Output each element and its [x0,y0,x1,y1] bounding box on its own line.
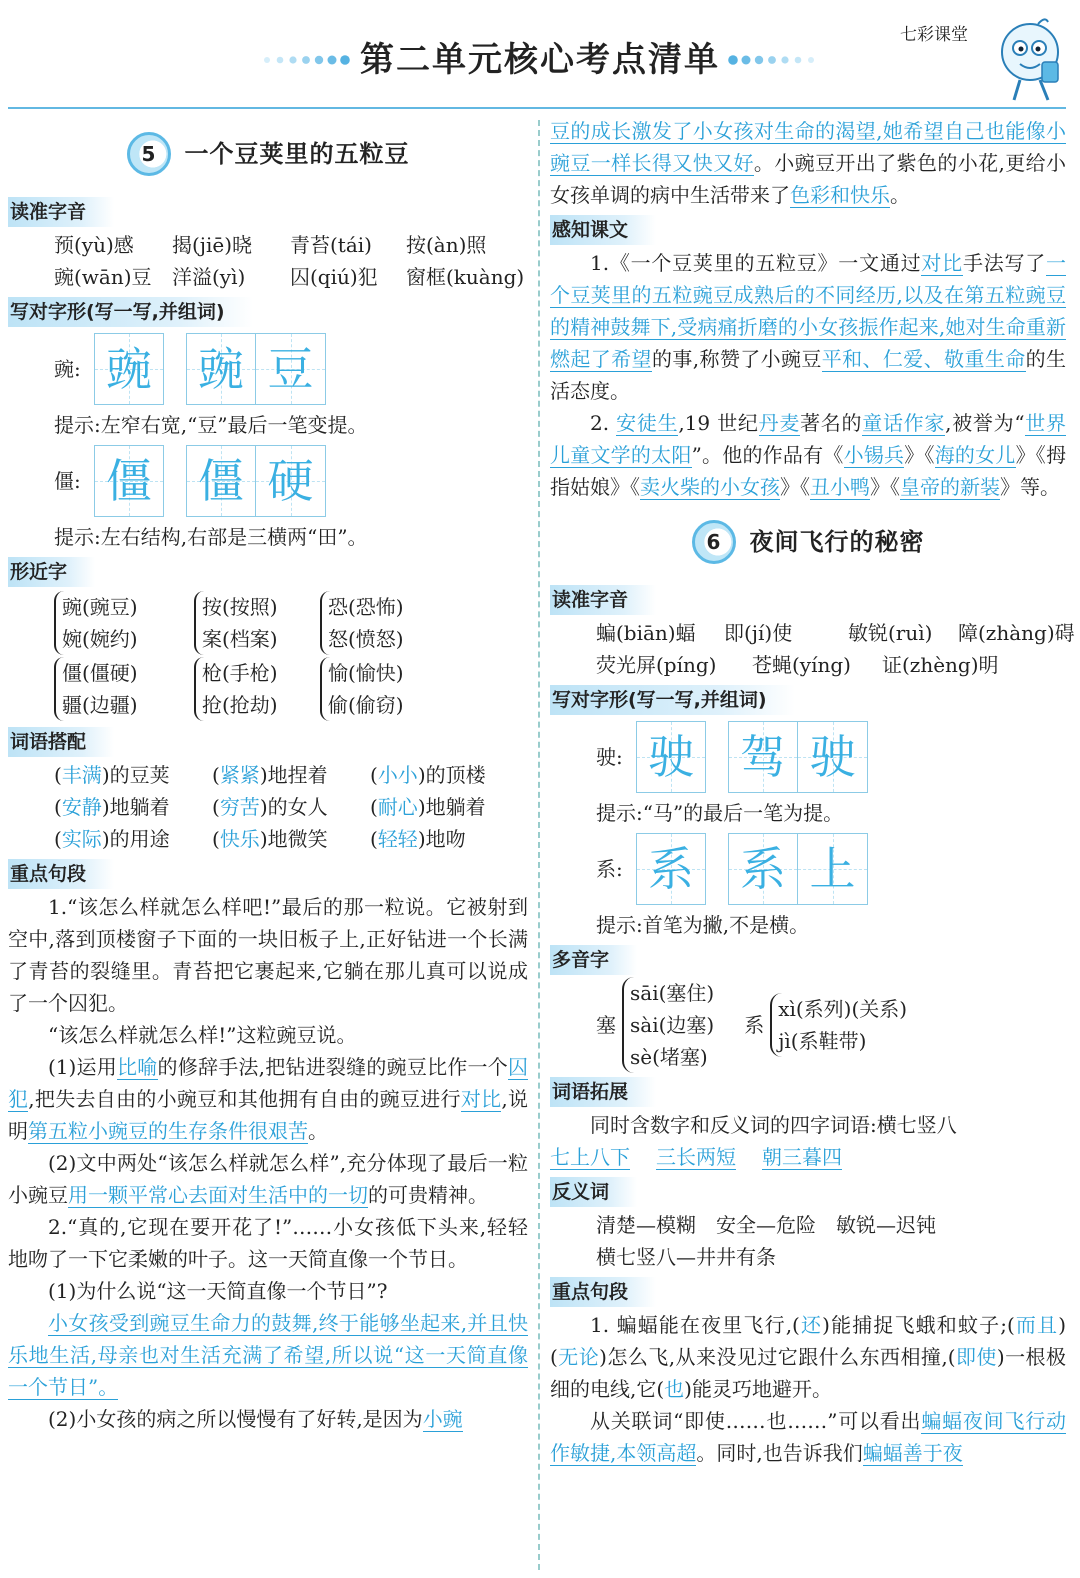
section-similar: 形近字 [8,557,95,587]
char-cell: 硬 [256,445,326,517]
lesson-5-heading [8,115,528,193]
key-analysis: (1)运用比喻的修辞手法,把钻进裂缝的豌豆比作一个囚犯,把失去自由的小豌豆和其他拥有自由的豌豆进行对比,说明第五粒小豌豆的生存条件很艰苦。 [8,1055,529,1143]
key-paragraph: “该怎么样就怎么样!”这粒豌豆说。 [48,1023,357,1047]
header-rule [8,107,1066,109]
continued-answer: 豆的成长激发了小女孩对生命的渴望,她希望自己也能像小豌豆一样长得又快又好。小豌豆开出了紫色的小花,更给小女孩单调的病中生活带来了色彩和快乐。 [550,119,1067,207]
char-cell: 驶 [636,721,706,793]
page-title: 第二单元核心考点清单 [360,40,720,80]
expand-words: 七上八下 三长两短 朝三暮四 [550,1145,842,1169]
section-write: 写对字形(写一写,并组词) [550,685,795,715]
read-row-2: 荧光屏(píng) 苍蝇(yíng) 证(zhèng)明 [596,653,999,677]
char-cell: 上 [798,833,868,905]
section-polyphone: 多音字 [550,945,637,975]
char-cell: 系 [636,833,706,905]
decor-dots-right [728,55,818,65]
antonym-row: 清楚—模糊 安全—危险 敏锐—迟钝 [596,1213,936,1237]
char-cell: 僵 [94,445,164,517]
similar-group: 豌(豌豆) 婉(婉约) 按(按照) 案(档案) 恐(恐怖) 怒(愤怒) [8,591,528,655]
write-grid-row: 僵: 僵 僵 硬 [8,445,528,517]
write-tip: 提示:首笔为撇,不是横。 [596,913,810,937]
column-divider [538,120,540,1570]
feel-paragraph: 1.《一个豆荚里的五粒豆》一文通过对比手法写了一个豆荚里的五粒豌豆成熟后的不同经历,以及在第五粒豌豆的精神鼓舞下,受病痛折磨的小女孩振作起来,她对生命重新燃起了希望的事,称赞了小豌豆平和、仁爱、敬重生命的生活态度。 [550,251,1067,403]
write-grid-row: 系: 系 系 上 [550,833,1066,905]
write-tip: 提示:“马”的最后一笔为提。 [596,801,844,825]
right-column [550,115,1075,1469]
similar-group: 僵(僵硬) 疆(边疆) 枪(手枪) 抢(抢劫) 愉(愉快) 偷(偷窃) [8,657,528,721]
left-column [8,115,528,1435]
section-read: 读准字音 [550,585,656,615]
antonym-row: 横七竖八—井井有条 [596,1245,776,1269]
char-cell: 豌 [186,333,256,405]
phrase-row: (安静)地躺着 (穷苦)的女人 (耐心)地躺着 [54,795,486,819]
lesson-title: 夜间飞行的秘密 [749,527,925,556]
feel-paragraph: 2. 安徒生,19 世纪丹麦著名的童话作家,被誉为“世界儿童文学的太阳”。他的作品有《小锡兵》《海的女儿》《拇指姑娘》《卖火柴的小女孩》《丑小鸭》《皇帝的新装》等。 [550,411,1067,499]
write-tip: 提示:左窄右宽,“豆”最后一笔变提。 [54,413,368,437]
section-expand: 词语拓展 [550,1077,656,1107]
section-antonym: 反义词 [550,1177,637,1207]
section-key: 重点句段 [8,859,114,889]
write-tip: 提示:左右结构,右部是三横两“田”。 [54,525,368,549]
phrase-row: (实际)的用途 (快乐)地微笑 (轻轻)地吻 [54,827,466,851]
lesson-6-heading [550,503,1066,581]
key-analysis: (2)小女孩的病之所以慢慢有了好转,是因为小豌 [48,1407,463,1431]
char-cell: 驾 [728,721,798,793]
section-read: 读准字音 [8,197,114,227]
expand-text: 同时含数字和反义词的四字词语:横七竖八 [590,1113,957,1137]
write-grid-row: 豌: 豌 豌 豆 [8,333,528,405]
page-header [0,0,1080,110]
section-key: 重点句段 [550,1277,656,1307]
write-grid-row: 驶: 驶 驾 驶 [550,721,1066,793]
read-row-1: 蝙(biān)蝠 即(jí)使 敏锐(ruì) 障(zhàng)碍 [596,621,1075,645]
char-cell: 驶 [798,721,868,793]
key-paragraph: 2.“真的,它现在要开花了!”……小女孩低下头来,轻轻地吻了一下它柔嫩的叶子。这一天简直像一个节日。 [8,1215,528,1271]
lesson-number-badge: 5 [127,132,171,176]
char-cell: 系 [728,833,798,905]
mascot-icon [990,14,1070,106]
char-cell: 豌 [94,333,164,405]
section-feel: 感知课文 [550,215,656,245]
char-cell: 豆 [256,333,326,405]
section-write: 写对字形(写一写,并组词) [8,297,253,327]
read-row-2: 豌(wān)豆 洋溢(yì) 囚(qiú)犯 窗框(kuàng) [54,265,525,289]
key-analysis: (2)文中两处“该怎么样就怎么样”,充分体现了最后一粒小豌豆用一颗平常心去面对生活中的一切的可贵精神。 [8,1151,528,1207]
polyphone-group: 塞 sāi(塞住) sài(边塞) sè(堵塞) 系 xì(系列)(关系) jì(系鞋带) [550,977,1066,1073]
brand-label: 七彩课堂 [900,25,968,45]
key-paragraph: 1.“该怎么样就怎么样吧!”最后的那一粒说。它被射到空中,落到顶楼窗子下面的一块旧板子上,正好钻进一个长满了青苔的裂缝里。青苔把它裹起来,它躺在那儿真可以说成了一个囚犯。 [8,895,528,1015]
char-cell: 僵 [186,445,256,517]
read-row-1: 预(yù)感 揭(jiē)晓 青苔(tái) 按(àn)照 [54,233,487,257]
key-answer: 小女孩受到豌豆生命力的鼓舞,终于能够坐起来,并且快乐地生活,母亲也对生活充满了希望,所以说“这一天简直像一个节日”。 [8,1311,528,1399]
key-question: (1)为什么说“这一天简直像一个节日”? [48,1279,388,1303]
lesson-number-badge: 6 [692,520,736,564]
key-paragraph: 1. 蝙蝠能在夜里飞行,(还)能捕捉飞蛾和蚊子;(而且)(无论)怎么飞,从来没见过它跟什么东西相撞,(即使)一根极细的电线,它(也)能灵巧地避开。 [550,1313,1067,1401]
lesson-title: 一个豆荚里的五粒豆 [184,139,410,168]
decor-dots-left [262,55,352,65]
phrase-row: (丰满)的豆荚 (紧紧)地捏着 (小小)的顶楼 [54,763,486,787]
key-analysis: 从关联词“即使……也……”可以看出蝙蝠夜间飞行动作敏捷,本领高超。同时,也告诉我们蝙蝠善于夜 [550,1409,1067,1465]
section-phrase: 词语搭配 [8,727,114,757]
